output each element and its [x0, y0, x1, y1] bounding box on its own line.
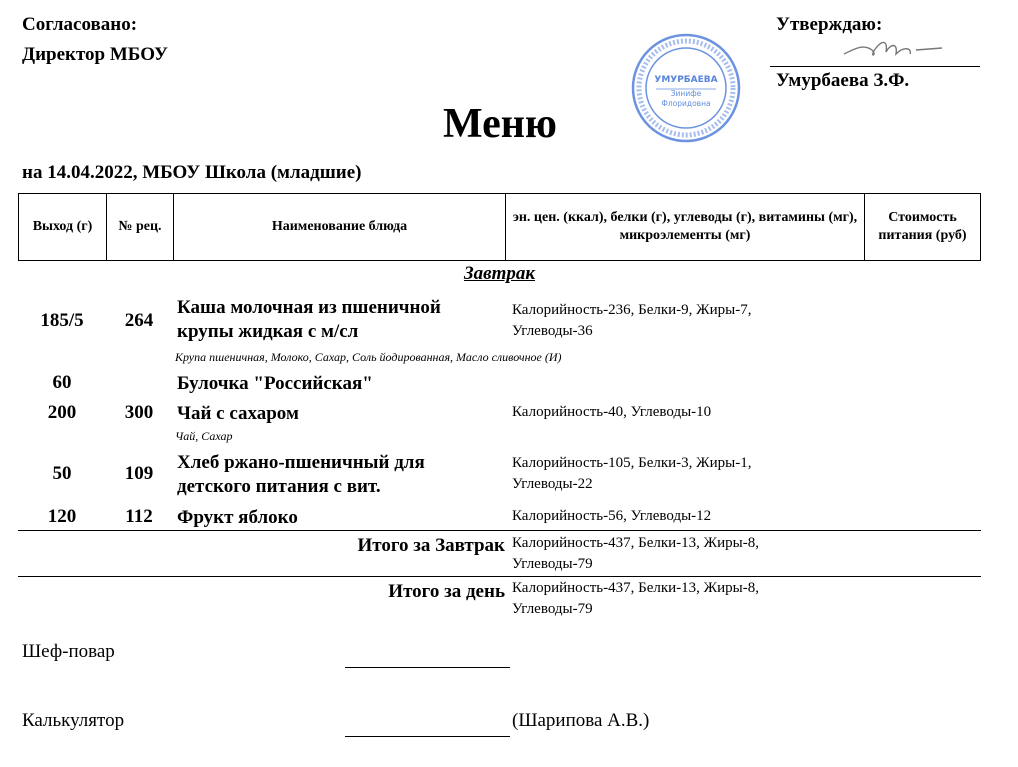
row-recipe: 109 — [124, 463, 154, 484]
dish-name-line: Хлеб ржано-пшеничный для — [177, 452, 425, 473]
nutrition-line: Углеводы-79 — [512, 601, 593, 617]
approve-sign-line — [770, 66, 980, 67]
col-name-header: Наименование блюда — [174, 194, 506, 261]
dish-name-line: детского питания с вит. — [177, 476, 381, 497]
calculator-sign-line — [345, 736, 510, 737]
agreed-label: Согласовано: — [22, 14, 138, 35]
col-output-header: Выход (г) — [19, 194, 107, 261]
menu-table-header — [18, 193, 981, 261]
nutrition-line: Калорийность-437, Белки-13, Жиры-8, — [512, 580, 759, 596]
row-dish-name — [177, 451, 507, 499]
row-composition: Чай, Сахар — [175, 429, 233, 443]
menu-subtitle: на 14.04.2022, МБОУ Школа (младшие) — [22, 162, 362, 183]
section-title: Завтрак — [463, 263, 536, 284]
page-title: Меню — [442, 101, 558, 147]
agreed-by: Директор МБОУ — [22, 44, 168, 65]
svg-text:УМУРБАЕВА: УМУРБАЕВА — [654, 75, 718, 85]
row-output: 120 — [47, 506, 77, 527]
svg-text:Зинифе: Зинифе — [670, 89, 702, 98]
row-recipe: 300 — [124, 402, 154, 423]
row-dish-name: Булочка "Российская" — [177, 373, 373, 394]
row-dish-name — [177, 296, 507, 344]
dish-name-line: Каша молочная из пшеничной — [177, 297, 441, 318]
day-total-nutrition — [512, 578, 842, 620]
approver-name: Умурбаева З.Ф. — [776, 70, 910, 91]
divider — [18, 530, 981, 531]
calculator-label: Калькулятор — [22, 710, 125, 731]
col-recipe-header: № рец. — [107, 194, 174, 261]
row-nutrition: Калорийность-56, Углеводы-12 — [512, 508, 712, 524]
row-composition: Крупа пшеничная, Молоко, Сахар, Соль йодированная, Масло сливочное (И) — [175, 350, 562, 364]
divider — [18, 576, 981, 577]
nutrition-line: Калорийность-105, Белки-3, Жиры-1, — [512, 455, 752, 471]
chef-label: Шеф-повар — [22, 641, 115, 662]
nutrition-line: Углеводы-36 — [512, 323, 593, 339]
breakfast-total-nutrition — [512, 533, 842, 575]
row-dish-name: Чай с сахаром — [177, 403, 299, 424]
col-nutrition-header: эн. цен. (ккал), белки (г), углеводы (г), витамины (мг), микроэлементы (мг) — [506, 194, 865, 261]
col-cost-header: Стоимость питания (руб) — [865, 194, 981, 261]
day-total-label: Итого за день — [388, 581, 505, 602]
row-recipe: 264 — [124, 310, 154, 331]
row-output: 200 — [47, 402, 77, 423]
row-nutrition: Калорийность-40, Углеводы-10 — [512, 404, 712, 420]
row-output: 185/5 — [40, 310, 84, 331]
approve-label: Утверждаю: — [776, 14, 883, 35]
signature-image — [838, 34, 948, 64]
nutrition-line: Углеводы-79 — [512, 556, 593, 572]
calculator-name: (Шарипова А.В.) — [512, 710, 650, 731]
breakfast-total-label: Итого за Завтрак — [357, 535, 505, 556]
nutrition-line: Калорийность-437, Белки-13, Жиры-8, — [512, 535, 759, 551]
row-nutrition — [512, 453, 842, 495]
row-output: 60 — [52, 372, 72, 393]
row-output: 50 — [52, 463, 72, 484]
nutrition-line: Углеводы-22 — [512, 476, 593, 492]
svg-text:Флоридовна: Флоридовна — [661, 99, 711, 108]
row-nutrition — [512, 300, 842, 342]
agreed-block — [22, 10, 168, 70]
dish-name-line: крупы жидкая с м/сл — [177, 321, 359, 342]
chef-sign-line — [345, 667, 510, 668]
row-dish-name: Фрукт яблоко — [177, 507, 298, 528]
row-recipe: 112 — [125, 506, 153, 527]
nutrition-line: Калорийность-236, Белки-9, Жиры-7, — [512, 302, 752, 318]
